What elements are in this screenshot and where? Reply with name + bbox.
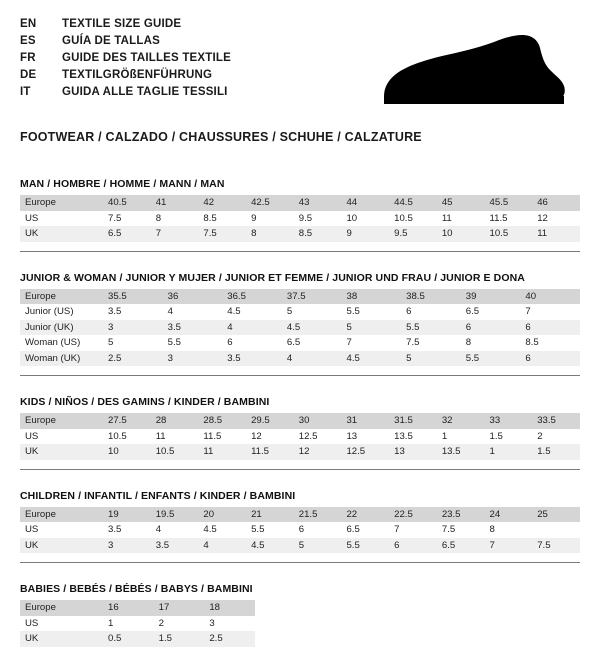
cell: 6.5 [461,304,521,320]
cell: 10.5 [103,429,151,445]
language-title: GUIDA ALLE TAGLIE TESSILI [62,86,228,98]
cell: 35.5 [103,289,163,305]
cell: 7.5 [437,522,485,538]
cell: 46 [532,195,580,211]
cell: 13 [341,429,389,445]
section-title: JUNIOR & WOMAN / JUNIOR Y MUJER / JUNIOR ET FEMME / JUNIOR UND FRAU / JUNIOR E DONA [20,271,525,284]
cell: 7 [520,304,580,320]
language-row [20,33,231,50]
cell: 4 [151,522,199,538]
cell: 3 [103,320,163,336]
cell: 4.5 [342,351,402,367]
size-table-babies [20,600,255,647]
cell: 6 [401,304,461,320]
cell: 6 [294,522,342,538]
table-row [20,538,580,554]
cell: 1 [437,429,485,445]
cell: 7.5 [198,226,246,242]
row-label: UK [20,631,103,647]
cell: 33.5 [532,413,580,429]
cell: 3.5 [222,351,282,367]
cell: 3.5 [103,522,151,538]
table-row [20,195,580,211]
cell: 5 [103,335,163,351]
section-title: KIDS / NIÑOS / DES GAMINS / KINDER / BAMBINI [20,396,270,408]
cell: 24 [485,507,533,523]
cell: 31 [341,413,389,429]
language-code: EN [20,18,37,30]
cell: 9 [246,211,294,227]
cell: 6 [520,320,580,336]
cell: 3 [204,616,255,632]
cell: 40.5 [103,195,151,211]
cell: 36.5 [222,289,282,305]
cell: 5.5 [163,335,223,351]
cell: 2 [532,429,580,445]
cell: 13 [389,444,437,460]
cell: 42 [198,195,246,211]
cell: 3 [163,351,223,367]
section-divider [20,562,580,563]
section-babies [20,583,580,647]
cell: 8.5 [520,335,580,351]
language-title: GUÍA DE TALLAS [62,35,160,47]
cell: 8.5 [198,211,246,227]
cell: 44 [341,195,389,211]
table-row [20,351,580,367]
cell: 7.5 [401,335,461,351]
row-label: Junior (UK) [20,320,103,336]
cell: 12.5 [341,444,389,460]
cell: 5.5 [342,304,402,320]
cell: 5 [401,351,461,367]
cell: 1.5 [485,429,533,445]
row-label: Europe [20,195,103,211]
cell: 9.5 [389,226,437,242]
cell: 41 [151,195,199,211]
cell: 7 [151,226,199,242]
row-label: Woman (UK) [20,351,103,367]
row-label: UK [20,538,103,554]
cell: 27.5 [103,413,151,429]
row-label: US [20,211,103,227]
cell: 7.5 [532,538,580,554]
category-title: FOOTWEAR / CALZADO / CHAUSSURES / SCHUHE / CALZATURE [20,130,422,144]
cell: 28.5 [198,413,246,429]
cell: 33 [485,413,533,429]
cell: 6.5 [341,522,389,538]
section-man [20,178,580,252]
cell: 11.5 [198,429,246,445]
cell: 28 [151,413,199,429]
cell: 6.5 [282,335,342,351]
cell: 42.5 [246,195,294,211]
cell: 1 [485,444,533,460]
table-row [20,507,580,523]
row-label: Europe [20,600,103,616]
cell: 10 [103,444,151,460]
cell: 20 [198,507,246,523]
cell: 11 [198,444,246,460]
cell: 9.5 [294,211,342,227]
cell: 18 [204,600,255,616]
cell: 7 [389,522,437,538]
language-title: TEXTILGRÖßENFÜHRUNG [62,69,213,81]
cell: 7 [485,538,533,554]
table-row [20,304,580,320]
row-label: Europe [20,289,103,305]
table-row [20,600,255,616]
cell: 45.5 [485,195,533,211]
language-title-list [20,16,231,101]
row-label: Junior (US) [20,304,103,320]
cell: 37.5 [282,289,342,305]
cell: 0.5 [103,631,154,647]
language-code: FR [20,52,36,64]
cell: 23.5 [437,507,485,523]
cell: 6 [520,351,580,367]
cell: 8.5 [294,226,342,242]
cell: 43 [294,195,342,211]
cell: 19.5 [151,507,199,523]
cell: 1.5 [532,444,580,460]
cell: 5.5 [246,522,294,538]
cell: 4.5 [222,304,282,320]
table-row [20,444,580,460]
section-divider [20,375,580,376]
cell: 32 [437,413,485,429]
cell: 1 [103,616,154,632]
cell: 39 [461,289,521,305]
section-junior-woman [20,272,580,377]
cell: 5 [342,320,402,336]
cell: 8 [151,211,199,227]
cell: 6 [461,320,521,336]
cell: 12 [294,444,342,460]
cell: 2.5 [204,631,255,647]
cell: 12.5 [294,429,342,445]
cell: 3.5 [151,538,199,554]
cell: 4 [198,538,246,554]
cell: 45 [437,195,485,211]
language-row [20,50,231,67]
cell: 4.5 [246,538,294,554]
language-row [20,67,231,84]
cell: 8 [485,522,533,538]
cell: 12 [532,211,580,227]
cell: 5.5 [341,538,389,554]
cell: 3.5 [103,304,163,320]
row-label: Europe [20,507,103,523]
cell: 16 [103,600,154,616]
language-row [20,84,231,101]
cell: 36 [163,289,223,305]
cell: 6 [222,335,282,351]
row-label: US [20,522,103,538]
table-row [20,631,255,647]
cell: 2.5 [103,351,163,367]
cell: 38.5 [401,289,461,305]
cell: 10 [437,226,485,242]
row-label: Woman (US) [20,335,103,351]
document-header [20,16,580,116]
cell: 8 [461,335,521,351]
language-title: TEXTILE SIZE GUIDE [62,18,182,30]
cell: 5 [294,538,342,554]
table-row [20,429,580,445]
cell: 5.5 [461,351,521,367]
cell: 29.5 [246,413,294,429]
cell: 4 [282,351,342,367]
cell: 4.5 [198,522,246,538]
cell: 11.5 [246,444,294,460]
language-code: IT [20,86,31,98]
table-row [20,320,580,336]
section-children [20,490,580,564]
cell: 5.5 [401,320,461,336]
row-label: Europe [20,413,103,429]
cell: 22.5 [389,507,437,523]
cell: 8 [246,226,294,242]
cell: 38 [342,289,402,305]
cell: 7.5 [103,211,151,227]
cell: 22 [341,507,389,523]
row-label: UK [20,226,103,242]
row-label: US [20,429,103,445]
cell: 1.5 [154,631,205,647]
cell: 7 [342,335,402,351]
cell: 4 [222,320,282,336]
size-table-children [20,507,580,554]
cell: 5 [282,304,342,320]
cell: 6.5 [437,538,485,554]
row-label: US [20,616,103,632]
cell: 13.5 [437,444,485,460]
table-row [20,226,580,242]
cell: 10 [341,211,389,227]
section-title: CHILDREN / INFANTIL / ENFANTS / KINDER / BAMBINI [20,489,296,502]
cell: 3.5 [163,320,223,336]
cell: 13.5 [389,429,437,445]
cell: 11 [532,226,580,242]
row-label: UK [20,444,103,460]
section-divider [20,251,580,252]
language-title: GUIDE DES TAILLES TEXTILE [62,52,231,64]
cell [532,522,580,538]
section-kids [20,396,580,470]
cell: 11 [151,429,199,445]
table-row [20,335,580,351]
table-row [20,522,580,538]
cell: 19 [103,507,151,523]
cell: 40 [520,289,580,305]
cell: 44.5 [389,195,437,211]
table-row [20,211,580,227]
dress-shoe-icon [374,24,574,116]
table-row [20,413,580,429]
cell: 2 [154,616,205,632]
cell: 10.5 [389,211,437,227]
cell: 25 [532,507,580,523]
cell: 9 [341,226,389,242]
size-table-junior-woman [20,289,580,367]
table-row [20,616,255,632]
section-title: BABIES / BEBÉS / BÉBÉS / BABYS / BAMBINI [20,583,253,595]
language-code: ES [20,35,36,47]
table-row [20,289,580,305]
cell: 21 [246,507,294,523]
cell: 10.5 [151,444,199,460]
section-title: MAN / HOMBRE / HOMME / MANN / MAN [20,178,225,190]
cell: 11 [437,211,485,227]
cell: 21.5 [294,507,342,523]
size-table-kids [20,413,580,460]
cell: 6.5 [103,226,151,242]
cell: 4.5 [282,320,342,336]
language-row [20,16,231,33]
cell: 30 [294,413,342,429]
language-code: DE [20,69,37,81]
cell: 17 [154,600,205,616]
size-table-man [20,195,580,242]
section-divider [20,469,580,470]
cell: 12 [246,429,294,445]
cell: 31.5 [389,413,437,429]
cell: 11.5 [485,211,533,227]
cell: 4 [163,304,223,320]
cell: 6 [389,538,437,554]
cell: 3 [103,538,151,554]
cell: 10.5 [485,226,533,242]
